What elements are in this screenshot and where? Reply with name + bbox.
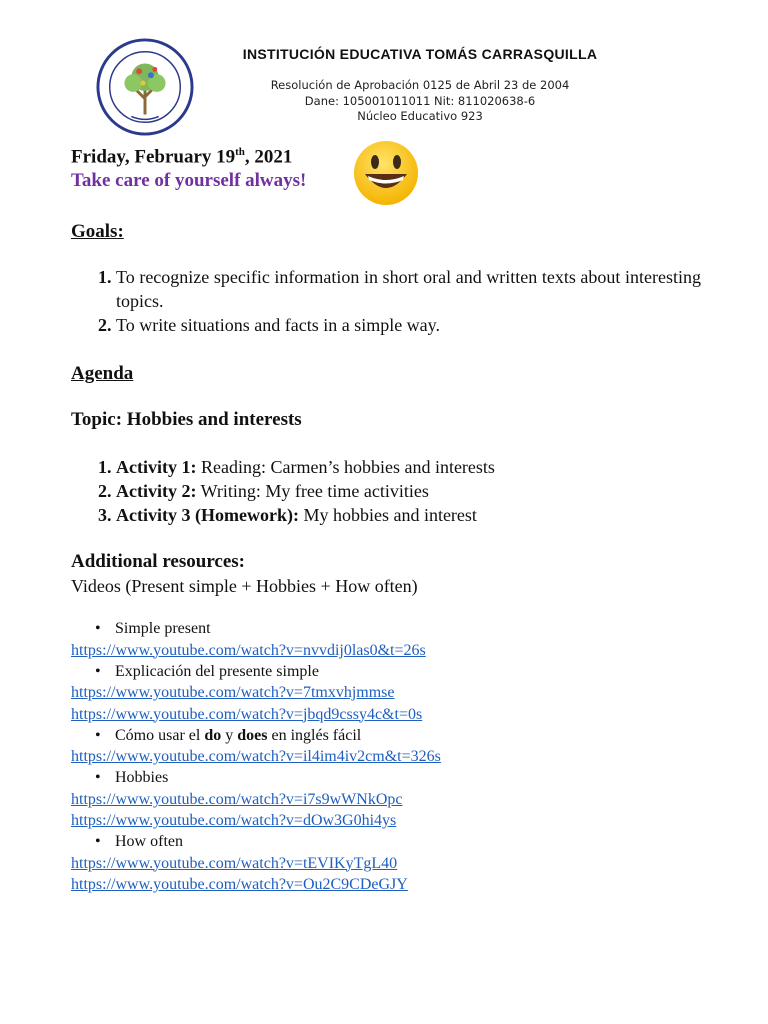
youtube-link[interactable]: https://www.youtube.com/watch?v=i7s9wWNkOpc xyxy=(71,790,403,808)
document-header xyxy=(0,0,768,140)
resource-title: • Explicación del presente simple xyxy=(71,661,701,682)
activity-item: 1. Activity 1: Reading: Carmen’s hobbies and interests xyxy=(116,455,701,479)
resolution-line: Resolución de Aprobación 0125 de Abril 23 de 2004 xyxy=(270,78,570,92)
dane-nit-line: Dane: 105001011011 Nit: 811020638-6 xyxy=(304,94,536,108)
youtube-link[interactable]: https://www.youtube.com/watch?v=il4im4iv2cm&t=326s xyxy=(71,748,441,766)
resource-title: • Hobbies xyxy=(71,767,701,788)
date-heading: Friday, February 19th, 2021 xyxy=(71,146,293,168)
youtube-link[interactable]: https://www.youtube.com/watch?v=nvvdij0las0&t=26s xyxy=(71,641,426,659)
youtube-link[interactable]: https://www.youtube.com/watch?v=jbqd9cssy4c&t=0s xyxy=(71,705,423,723)
activity-item: 2. Activity 2: Writing: My free time activities xyxy=(116,479,701,503)
tagline: Take care of yourself always! xyxy=(71,170,307,192)
nucleo-line: Núcleo Educativo 923 xyxy=(357,109,483,123)
youtube-link[interactable]: https://www.youtube.com/watch?v=tEVIKyTgL40 xyxy=(71,854,398,872)
youtube-link[interactable]: https://www.youtube.com/watch?v=7tmxvhjmmse xyxy=(71,684,395,702)
resource-title: • How often xyxy=(71,831,701,852)
goal-item: 1. To recognize specific information in short oral and written texts about interesting topics. xyxy=(116,265,701,313)
goals-heading: Goals: xyxy=(71,221,124,243)
activity-item: 3. Activity 3 (Homework): My hobbies and interest xyxy=(116,503,701,527)
agenda-heading: Agenda xyxy=(71,363,134,385)
resources-subtitle: Videos (Present simple + Hobbies + How often) xyxy=(71,576,418,597)
youtube-link[interactable]: https://www.youtube.com/watch?v=dOw3G0hi4ys xyxy=(71,812,397,829)
goal-item: 2. To write situations and facts in a simple way. xyxy=(116,313,701,337)
institution-name: INSTITUCIÓN EDUCATIVA TOMÁS CARRASQUILLA xyxy=(242,46,598,62)
resource-title: • Simple present xyxy=(71,618,701,639)
resources-heading: Additional resources: xyxy=(71,551,245,573)
document-body xyxy=(71,140,701,895)
goals-list xyxy=(71,265,701,337)
topic-heading: Topic: Hobbies and interests xyxy=(71,409,302,431)
resource-title: • Cómo usar el do y does en inglés fácil xyxy=(71,725,701,746)
activities-list xyxy=(71,455,701,527)
youtube-link[interactable]: https://www.youtube.com/watch?v=Ou2C9CDeGJY xyxy=(71,875,408,893)
resources-list xyxy=(71,618,701,895)
